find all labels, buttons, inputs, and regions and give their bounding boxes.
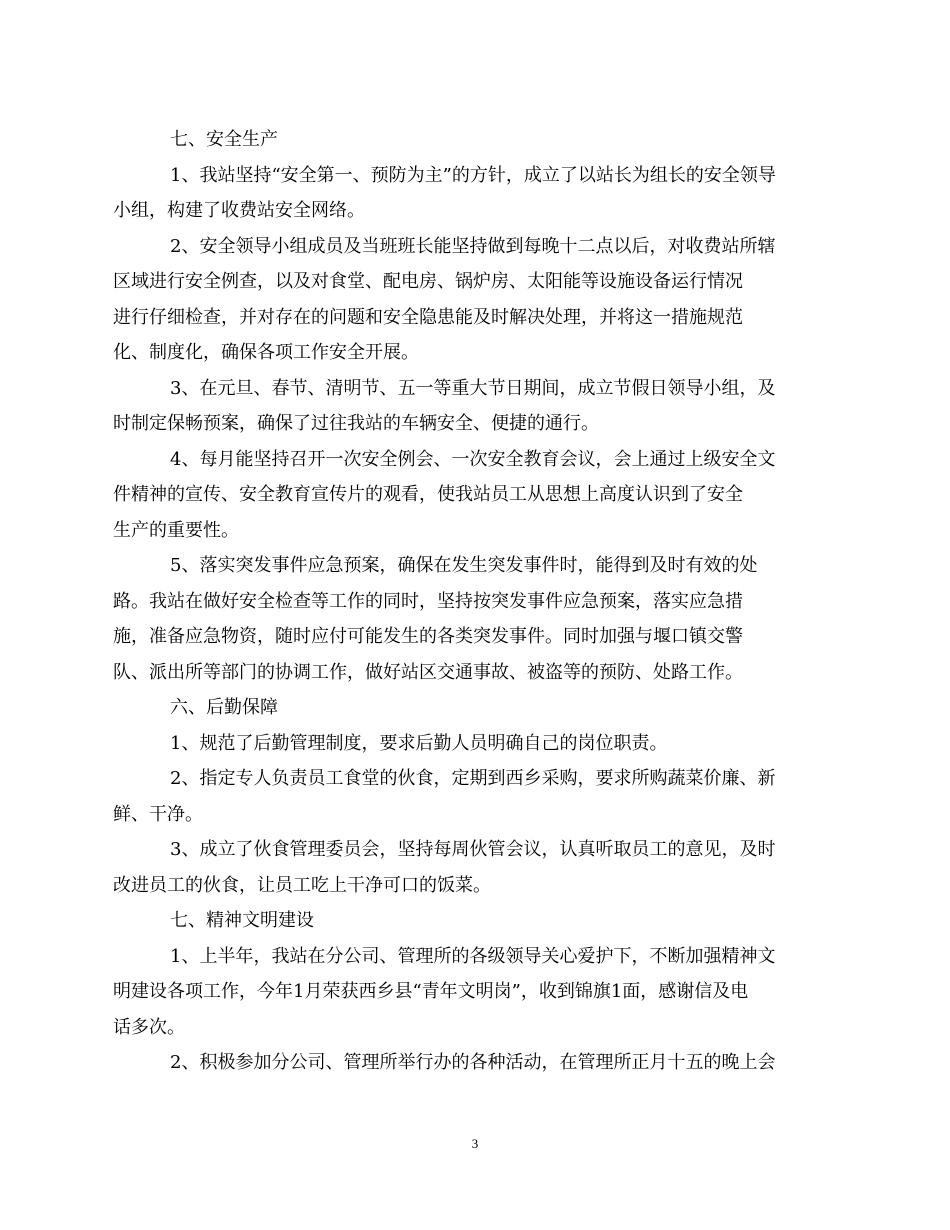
paragraph-continuation-line: 件精神的宣传、安全教育宣传片的观看，使我站员工从思想上高度认识到了安全 <box>113 484 743 505</box>
paragraph-continuation-line: 生产的重要性。 <box>113 519 239 541</box>
paragraph-continuation-line: 队、派出所等部门的协调工作，做好站区交通事故、被盗等的预防、处路工作。 <box>113 661 743 683</box>
paragraph-continuation-line: 施，准备应急物资，随时应付可能发生的各类突发事件。同时加强与堰口镇交警 <box>113 626 743 647</box>
paragraph-first-line: 2、指定专人负责员工食堂的伙食，定期到西乡采购，要求所购蔬菜价廉、新 <box>170 768 776 789</box>
document-body <box>113 122 780 1081</box>
paragraph-first-line: 3、在元旦、春节、清明节、五一等重大节日期间，成立节假日领导小组，及 <box>170 377 776 399</box>
paragraph-continuation-line: 路。我站在做好安全检查等工作的同时，坚持按突发事件应急预案，落实应急措 <box>113 590 743 612</box>
paragraph-first-line: 2、积极参加分公司、管理所举行办的各种活动，在管理所正月十五的晚上会 <box>170 1052 776 1073</box>
paragraph-first-line: 1、上半年，我站在分公司、管理所的各级领导关心爱护下，不断加强精神文 <box>170 945 776 967</box>
paragraph-continuation-line: 时制定保畅预案，确保了过往我站的车辆安全、便捷的通行。 <box>113 413 599 434</box>
paragraph-continuation-line: 化、制度化，确保各项工作安全开展。 <box>113 342 419 363</box>
paragraph-first-line: 2、安全领导小组成员及当班班长能坚持做到每晚十二点以后，对收费站所辖 <box>170 235 776 257</box>
paragraph-first-line: 1、我站坚持“安全第一、预防为主”的方针，成立了以站长为组长的安全领导 <box>170 164 776 186</box>
paragraph-first-line: 七、精神文明建设 <box>170 910 314 931</box>
paragraph-continuation-line: 小组，构建了收费站安全网络。 <box>113 200 365 221</box>
paragraph-continuation-line: 话多次。 <box>113 1016 185 1038</box>
paragraph-first-line: 1、规范了后勤管理制度，要求后勤人员明确自己的岗位职责。 <box>170 732 668 754</box>
paragraph-continuation-line: 鲜、干净。 <box>113 803 203 825</box>
paragraph-first-line: 七、安全生产 <box>170 129 278 150</box>
paragraph-continuation-line: 改进员工的伙食，让员工吃上干净可口的饭菜。 <box>113 874 491 896</box>
paragraph-continuation-line: 区域进行安全例查，以及对食堂、配电房、锅炉房、太阳能等设施设备运行情况 <box>113 271 743 292</box>
page-number: 3 <box>471 1136 479 1151</box>
paragraph-first-line: 4、每月能坚持召开一次安全例会、一次安全教育会议，会上通过上级安全文 <box>170 448 776 470</box>
paragraph-continuation-line: 明建设各项工作，今年1月荣获西乡县“青年文明岗”，收到锦旗1面，感谢信及电 <box>113 981 749 1002</box>
paragraph-first-line: 3、成立了伙食管理委员会，坚持每周伙管会议，认真听取员工的意见，及时 <box>170 839 776 860</box>
paragraph-first-line: 六、后勤保障 <box>170 697 278 718</box>
paragraph-first-line: 5、落实突发事件应急预案，确保在发生突发事件时，能得到及时有效的处 <box>170 555 758 576</box>
paragraph-continuation-line: 进行仔细检查，并对存在的问题和安全隐患能及时解决处理，并将这一措施规范 <box>113 306 743 328</box>
